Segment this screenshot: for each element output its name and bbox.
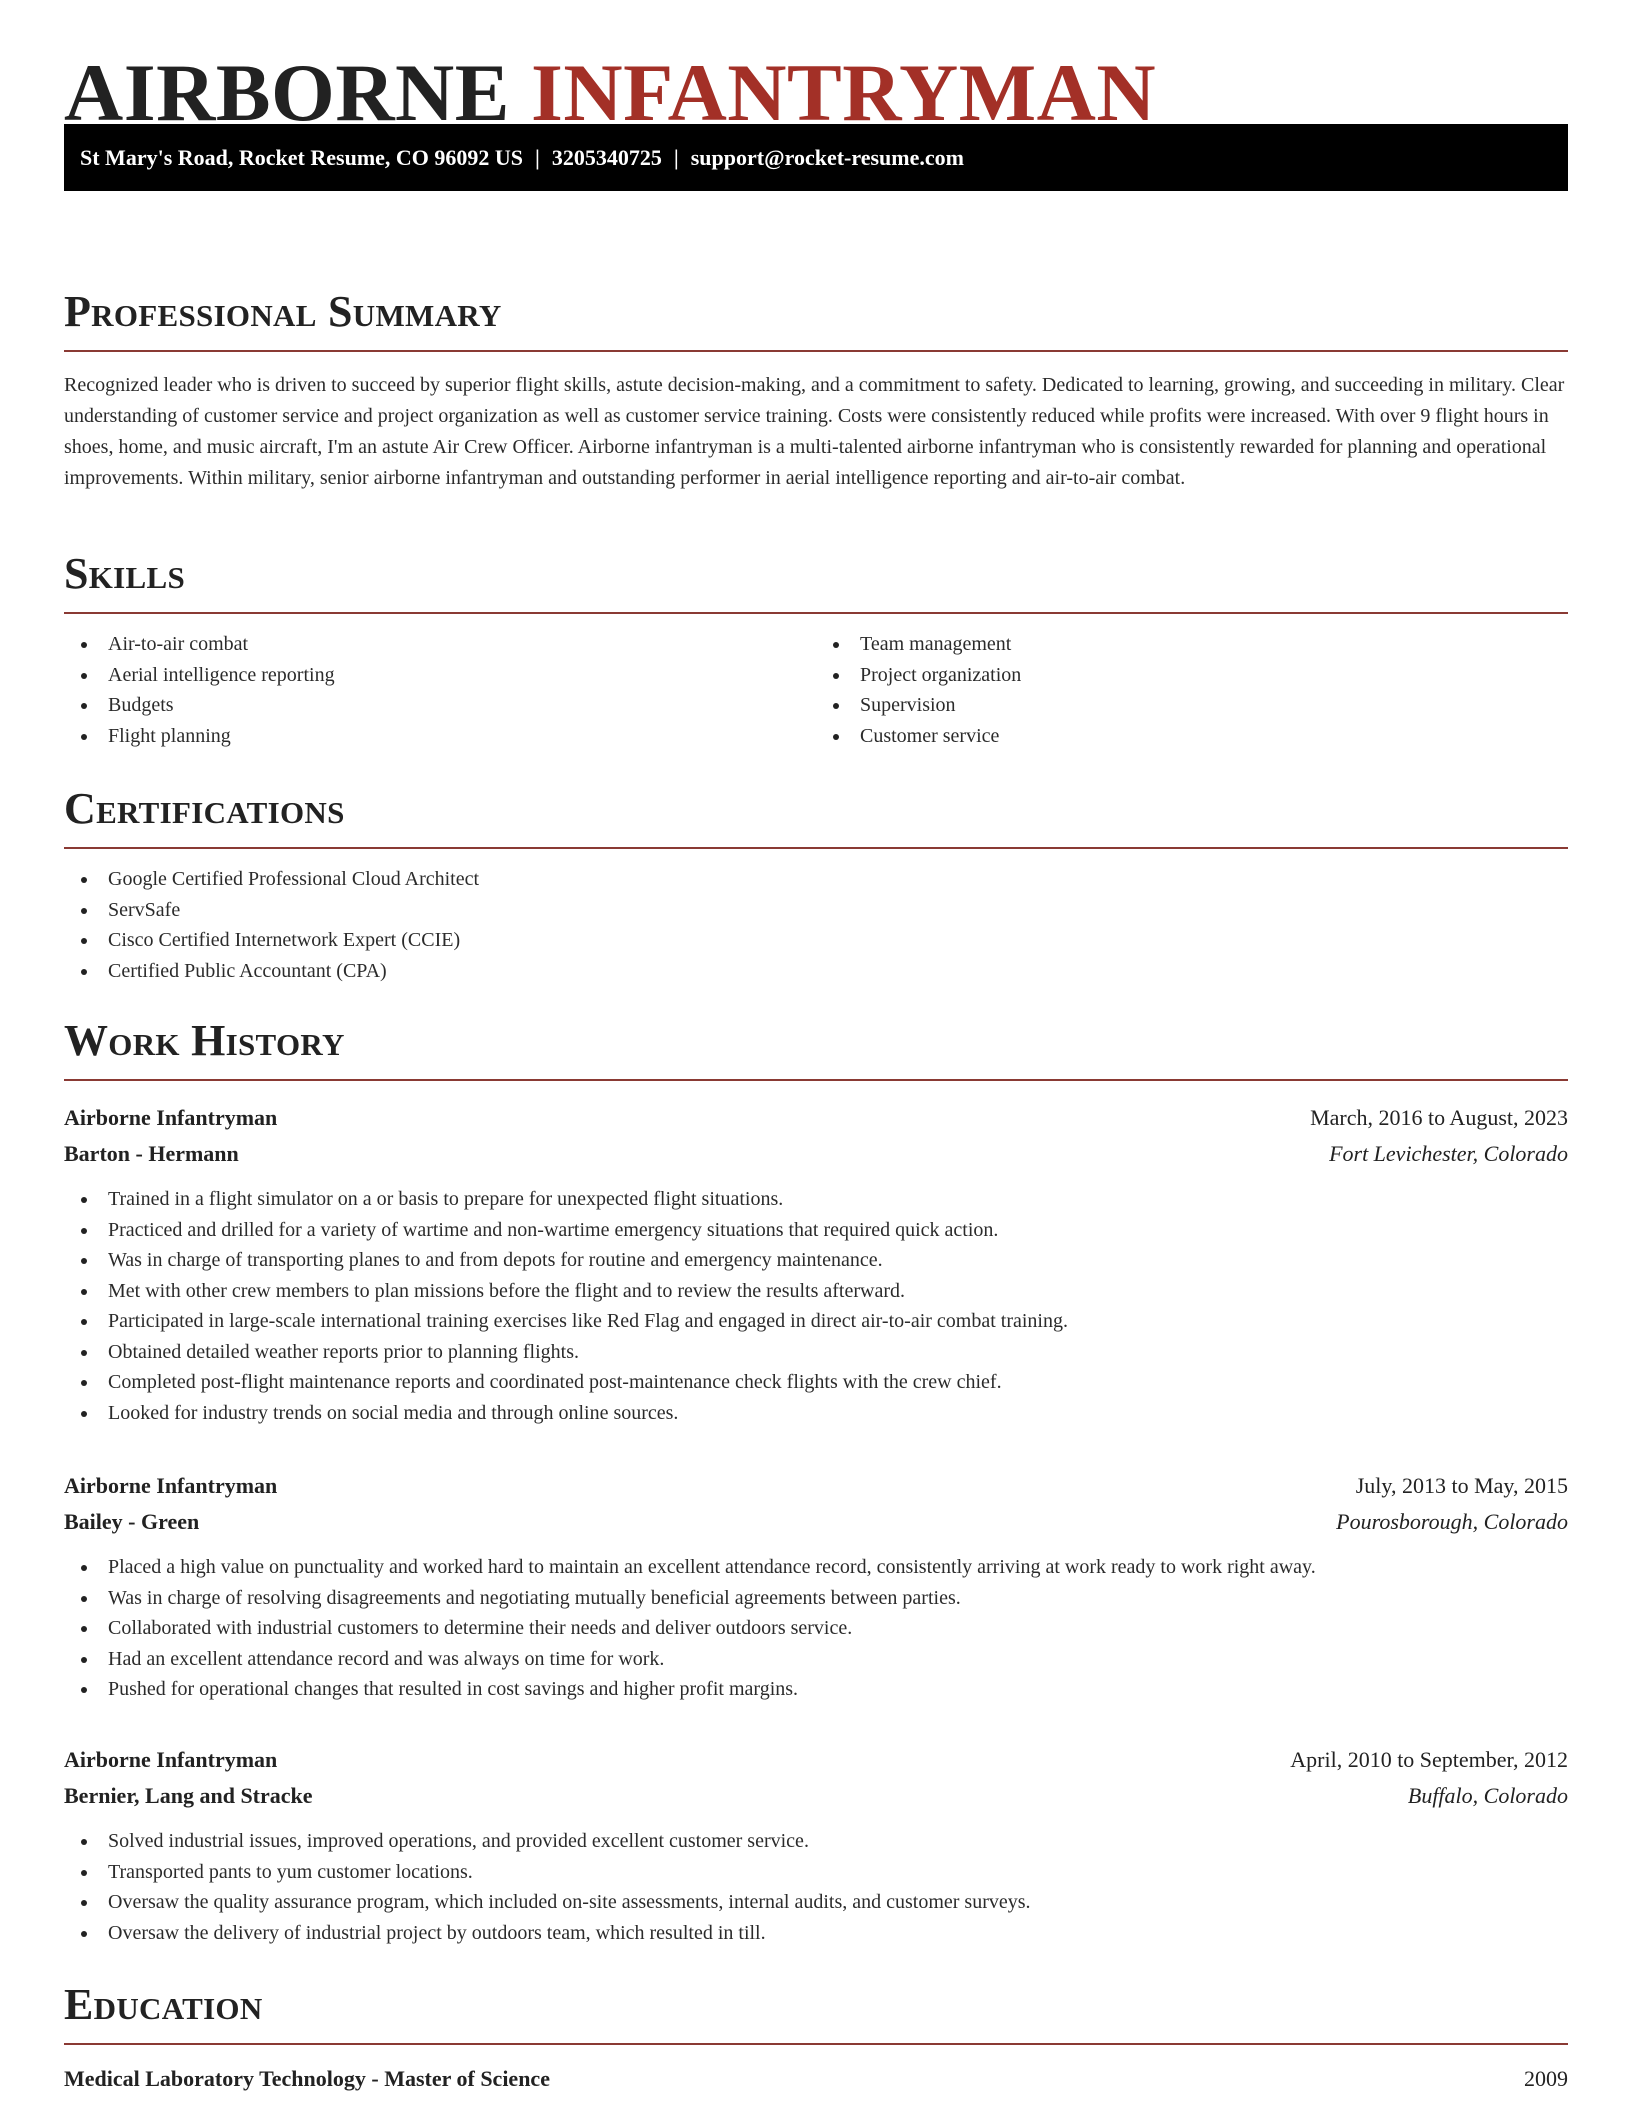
certifications-section — [64, 784, 1568, 986]
job-dates: March, 2016 to August, 2023 — [1310, 1105, 1568, 1130]
section-divider — [64, 350, 1568, 352]
skills-list-left — [64, 629, 816, 751]
summary-text: Recognized leader who is driven to succeed by superior flight skills, astute decision-making, and a commitment to safety. Dedicated to learning, growing, and succeeding in military. Clear understanding of customer service and project organization as well as customer service training. Costs were consistently reduced while profits were increased. With over 9 flight hours in shoes, home, and music aircraft, I'm an astute Air Crew Officer. Airborne infantryman is a multi-talented airborne infantryman who is consistently rewarded for planning and operational improvements. Within military, senior airborne infantryman and outstanding performer in aerial intelligence reporting and air-to-air combat. — [64, 374, 1565, 489]
job-company-row — [64, 1504, 1568, 1540]
section-title-education: Education — [64, 1980, 263, 2029]
job-bullet: Transported pants to yum customer locations. — [64, 1857, 1568, 1888]
contact-separator: | — [673, 144, 679, 170]
section-divider — [64, 2043, 1568, 2045]
section-divider — [64, 612, 1568, 614]
contact-separator: | — [535, 144, 540, 170]
education-year: 2009 — [1524, 2066, 1568, 2091]
job-bullet: Practiced and drilled for a variety of wartime and non-wartime emergency situations that required quick action. — [64, 1215, 1568, 1246]
job-bullets — [64, 1184, 1568, 1428]
contact-phone: 3205340725 — [551, 144, 662, 170]
job-bullets — [64, 1826, 1568, 1948]
education-section — [64, 1980, 1568, 2097]
job-bullet: Collaborated with industrial customers to determine their needs and deliver outdoors service. — [64, 1613, 1568, 1644]
job-company: Bailey - Green — [64, 1509, 200, 1534]
job-company-row — [64, 1136, 1568, 1172]
skill-item: Customer service — [816, 721, 1568, 752]
certification-item: Cisco Certified Internetwork Expert (CCIE) — [64, 925, 1568, 956]
contact-address: St Mary's Road, Rocket Resume, CO 96092 US — [80, 144, 524, 170]
job-bullet: Solved industrial issues, improved operations, and provided excellent customer service. — [64, 1826, 1568, 1857]
job-bullet: Was in charge of resolving disagreements and negotiating mutually beneficial agreements between parties. — [64, 1583, 1568, 1614]
section-divider — [64, 847, 1568, 849]
skill-item: Team management — [816, 629, 1568, 660]
job-location: Fort Levichester, Colorado — [1329, 1141, 1568, 1166]
job-bullet: Trained in a flight simulator on a or basis to prepare for unexpected flight situations. — [64, 1184, 1568, 1215]
certification-item: ServSafe — [64, 895, 1568, 926]
job-dates: April, 2010 to September, 2012 — [1290, 1747, 1568, 1772]
name-second: INFANTRYMAN — [530, 47, 1157, 138]
job-location: Pourosborough, Colorado — [1336, 1509, 1568, 1534]
skill-item: Air-to-air combat — [64, 629, 816, 660]
job-title: Airborne Infantryman — [64, 1473, 278, 1498]
job-bullets — [64, 1552, 1568, 1705]
job-bullet: Looked for industry trends on social media and through online sources. — [64, 1398, 1568, 1429]
certifications-list — [64, 864, 1568, 986]
job-bullet: Participated in large-scale international training exercises like Red Flag and engaged in direct air-to-air combat training. — [64, 1306, 1568, 1337]
education-degree: Medical Laboratory Technology - Master of Science — [64, 2066, 550, 2091]
summary-section — [64, 287, 1568, 494]
certification-item: Certified Public Accountant (CPA) — [64, 956, 1568, 987]
job-company: Bernier, Lang and Stracke — [64, 1783, 313, 1808]
job-company-row — [64, 1778, 1568, 1814]
job-dates: July, 2013 to May, 2015 — [1355, 1473, 1568, 1498]
skill-item: Supervision — [816, 690, 1568, 721]
job-bullet: Completed post-flight maintenance reports and coordinated post-maintenance check flights with the crew chief. — [64, 1367, 1568, 1398]
contact-email: support@rocket-resume.com — [690, 144, 964, 170]
job-header-row — [64, 1742, 1568, 1778]
section-title-certifications: Certifications — [64, 784, 345, 833]
certification-item: Google Certified Professional Cloud Architect — [64, 864, 1568, 895]
job-bullet: Obtained detailed weather reports prior to planning flights. — [64, 1337, 1568, 1368]
job-header-row — [64, 1468, 1568, 1504]
job-entry — [64, 1742, 1568, 1948]
skill-item: Aerial intelligence reporting — [64, 660, 816, 691]
job-company: Barton - Hermann — [64, 1141, 239, 1166]
name-first: AIRBORNE — [64, 47, 510, 138]
skills-columns — [64, 629, 1568, 751]
skill-item: Budgets — [64, 690, 816, 721]
job-header-row — [64, 1100, 1568, 1136]
job-bullet: Pushed for operational changes that resulted in cost savings and higher profit margins. — [64, 1674, 1568, 1705]
section-title-summary: Professional Summary — [64, 287, 502, 336]
section-title-skills: Skills — [64, 549, 186, 598]
job-title: Airborne Infantryman — [64, 1105, 278, 1130]
job-bullet: Oversaw the delivery of industrial project by outdoors team, which resulted in till. — [64, 1918, 1568, 1949]
job-bullet: Placed a high value on punctuality and worked hard to maintain an excellent attendance record, consistently arriving at work ready to work right away. — [64, 1552, 1568, 1583]
skill-item: Project organization — [816, 660, 1568, 691]
job-bullet: Oversaw the quality assurance program, which included on-site assessments, internal audits, and customer surveys. — [64, 1887, 1568, 1918]
job-location: Buffalo, Colorado — [1407, 1783, 1568, 1808]
job-title: Airborne Infantryman — [64, 1747, 278, 1772]
job-entry — [64, 1100, 1568, 1428]
skill-item: Flight planning — [64, 721, 816, 752]
job-bullet: Had an excellent attendance record and was always on time for work. — [64, 1644, 1568, 1675]
section-title-work-history: Work History — [64, 1016, 345, 1065]
skills-list-right — [816, 629, 1568, 751]
skills-section — [64, 549, 1568, 751]
resume-name — [64, 0, 1568, 138]
job-bullet: Met with other crew members to plan missions before the flight and to review the results afterward. — [64, 1276, 1568, 1307]
job-bullet: Was in charge of transporting planes to and from depots for routine and emergency maintenance. — [64, 1245, 1568, 1276]
section-divider — [64, 1079, 1568, 1081]
job-entry — [64, 1468, 1568, 1705]
education-entry — [64, 2061, 1568, 2097]
work-history-section — [64, 1016, 1568, 1081]
